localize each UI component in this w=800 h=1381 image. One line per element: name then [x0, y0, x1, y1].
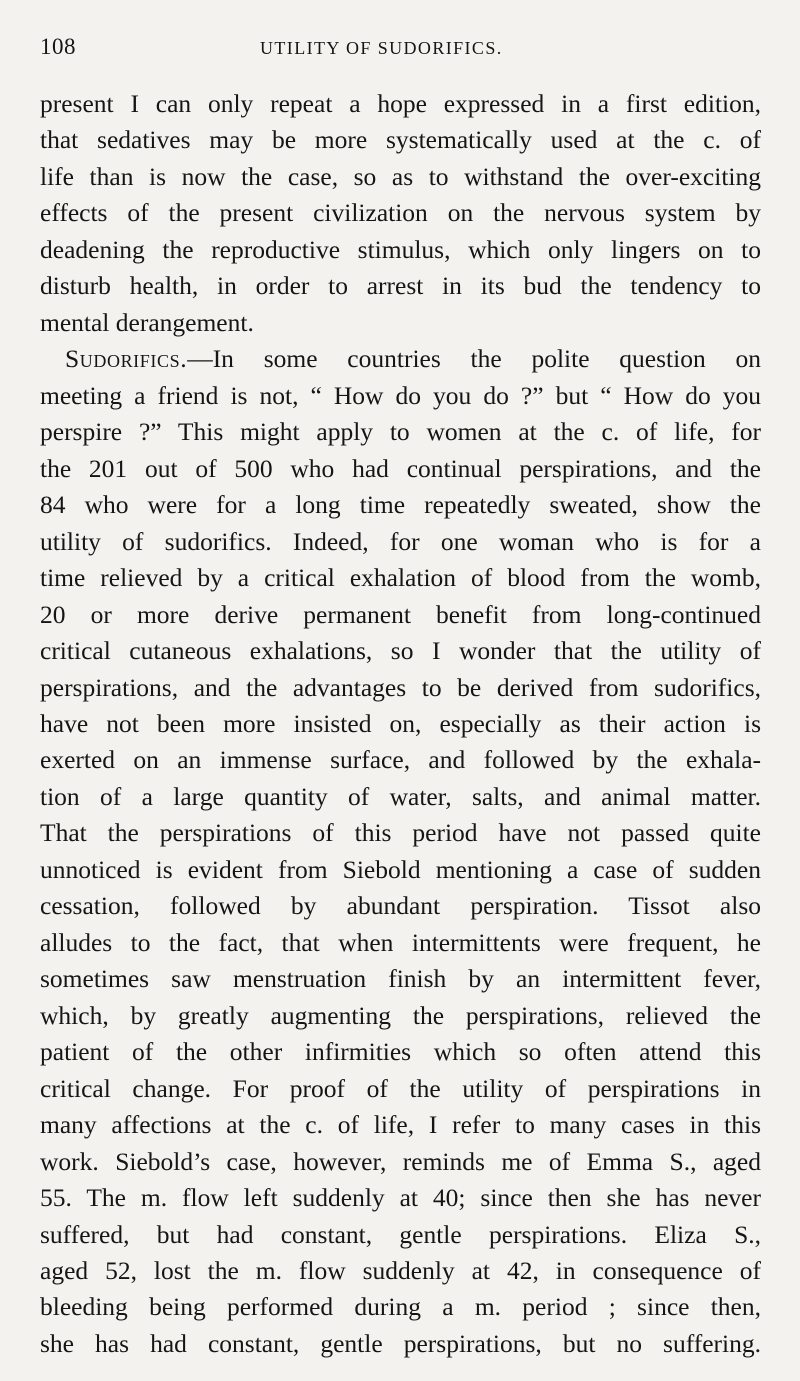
text-line: That the perspirations of this period have not passed quite — [40, 818, 761, 848]
text-line: meeting a friend is not, “ How do you do ?” but “ How do you — [40, 380, 761, 410]
text-line: mental derangement. — [40, 307, 254, 337]
text-line: disturb health, in order to arrest in its bud the tendency to — [40, 271, 761, 301]
text-line: patient of the other infirmities which so often attend this — [40, 1037, 761, 1067]
text-line: present I can only repeat a hope expressed in a first edition, — [40, 89, 761, 118]
text-line: that sedatives may be more systematically used at the c. of — [40, 125, 761, 155]
text-line: she has had constant, gentle perspirations, but no suffering. — [40, 1328, 761, 1358]
text-line: time relieved by a critical exhalation of blood from the womb, — [40, 563, 761, 593]
text-line: many affections at the c. of life, I refer to many cases in this — [40, 1110, 761, 1140]
text-line: perspire ?” This might apply to women at the c. of life, for — [40, 417, 761, 447]
text-line: tion of a large quantity of water, salts, and animal matter. — [40, 781, 761, 811]
page-number: 108 — [40, 34, 76, 59]
text-line: aged 52, lost the m. flow suddenly at 42, in consequence of — [40, 1256, 761, 1285]
text-line: have not been more insisted on, especially as their action is — [40, 708, 761, 738]
text-line: utility of sudorifics. Indeed, for one woman who is for a — [40, 526, 761, 556]
section-start-line — [40, 341, 761, 377]
text-line: life than is now the case, so as to withstand the over-exciting — [40, 161, 761, 191]
page-header — [40, 34, 760, 60]
text-line: deadening the reproductive stimulus, which only lingers on to — [40, 234, 761, 264]
text-line: perspirations, and the advantages to be derived from sudorifics, — [40, 672, 761, 702]
text-line: exerted on an immense surface, and followed by the exhala- — [40, 745, 761, 775]
text-line: critical change. For proof of the utility of perspirations in — [40, 1073, 761, 1103]
text-line: sometimes saw menstruation finish by an intermittent fever, — [40, 964, 761, 994]
running-head: UTILITY OF SUDORIFICS. — [260, 38, 503, 58]
text-line: the 201 out of 500 who had continual perspirations, and the — [40, 453, 761, 483]
section-start-text: —In some countries the polite question on — [187, 344, 761, 374]
text-line: 20 or more derive permanent benefit from long-continued — [40, 599, 761, 629]
text-line: alludes to the fact, that when intermittents were frequent, he — [40, 927, 761, 957]
text-line: unnoticed is evident from Siebold mentioning a case of sudden — [40, 854, 761, 884]
text-line: effects of the present civilization on the nervous system by — [40, 198, 761, 228]
text-line: 84 who were for a long time repeatedly sweated, show the — [40, 490, 761, 520]
text-line: which, by greatly augmenting the perspirations, relieved the — [40, 1000, 761, 1030]
text-line: bleeding being performed during a m. period ; since then, — [40, 1292, 761, 1322]
text-line: cessation, followed by abundant perspiration. Tissot also — [40, 891, 761, 921]
text-line: work. Siebold’s case, however, reminds me of Emma S., aged — [40, 1146, 761, 1176]
section-heading: Sudorifics. — [65, 344, 188, 374]
body-text — [40, 86, 761, 1362]
text-line: suffered, but had constant, gentle perspirations. Eliza S., — [40, 1219, 761, 1249]
text-line: critical cutaneous exhalations, so I wonder that the utility of — [40, 636, 761, 666]
text-line: 55. The m. flow left suddenly at 40; since then she has never — [40, 1183, 761, 1213]
